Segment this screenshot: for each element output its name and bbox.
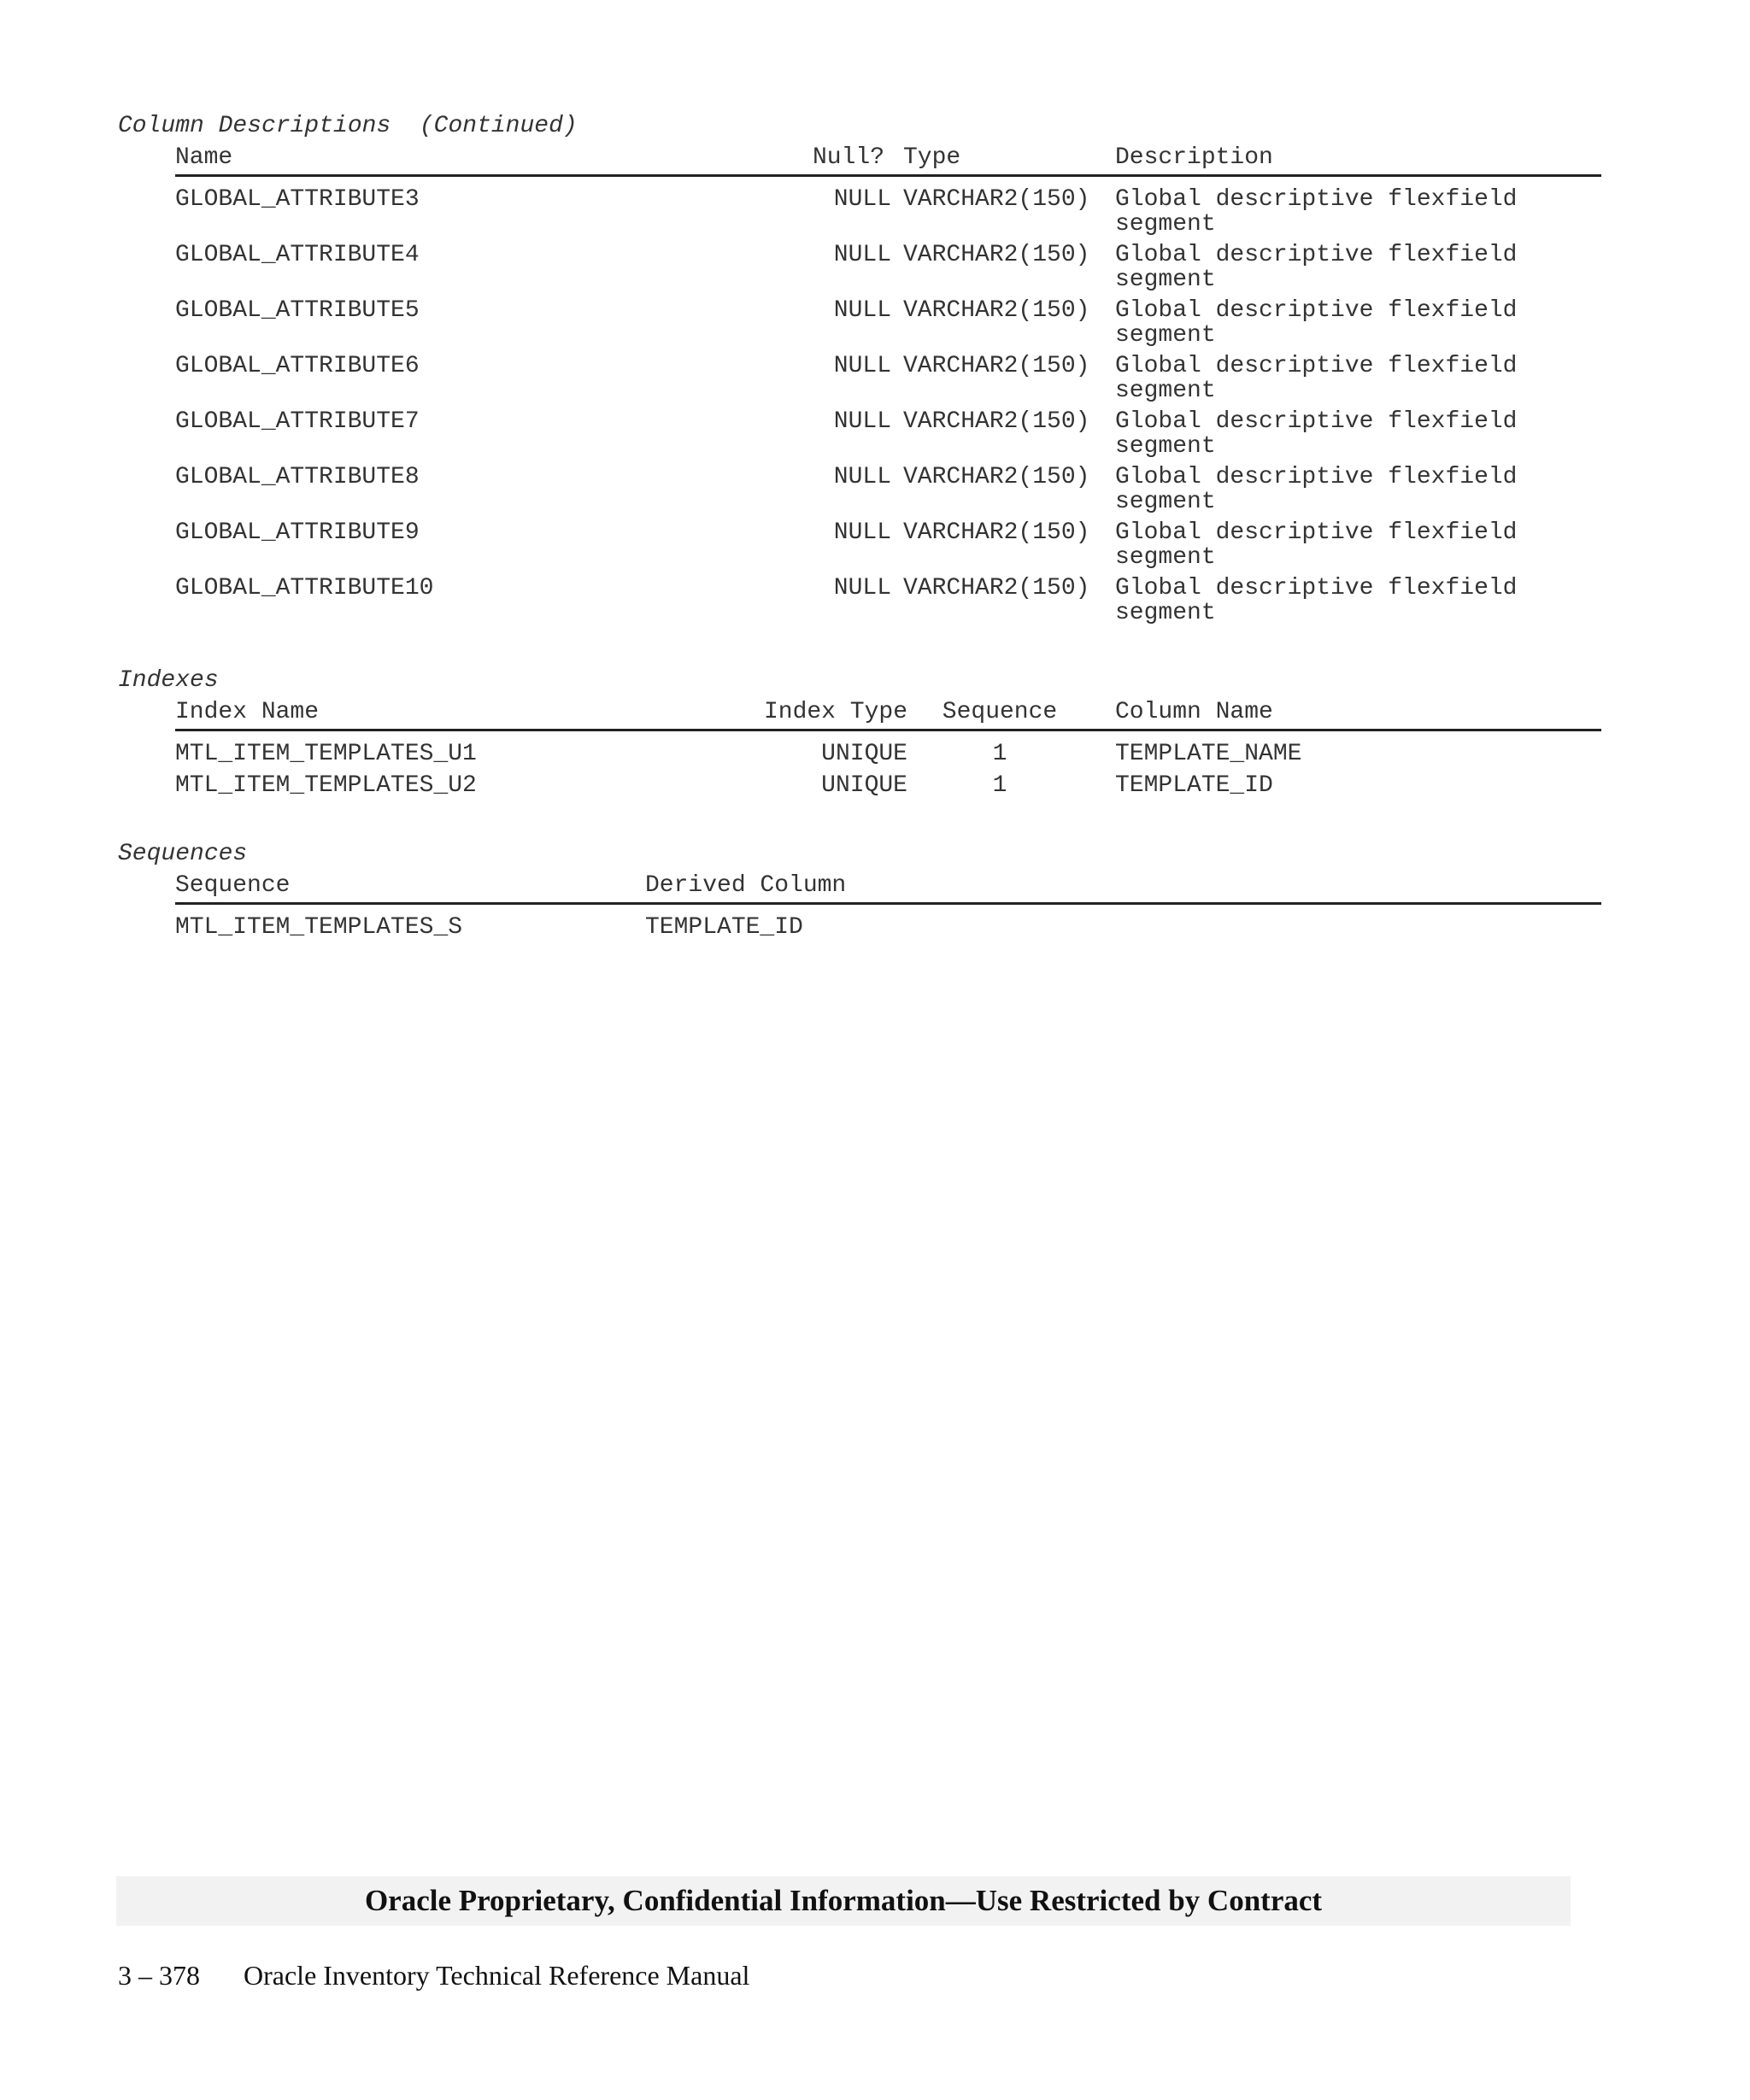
table-body	[175, 915, 1601, 947]
index-name: MTL_ITEM_TEMPLATES_U2	[175, 772, 477, 799]
column-name: GLOBAL_ATTRIBUTE5	[175, 297, 420, 324]
index-sequence: 1	[992, 741, 1007, 767]
column-name: GLOBAL_ATTRIBUTE10	[175, 575, 434, 601]
header-description: Description	[1115, 144, 1273, 171]
header-null: Null?	[812, 144, 884, 171]
table-row	[175, 409, 1601, 465]
index-type: UNIQUE	[821, 772, 907, 799]
column-null: NULL	[833, 408, 891, 435]
column-description: Global descriptive flexfield segment	[1115, 575, 1518, 626]
column-null: NULL	[833, 242, 891, 268]
column-type: VARCHAR2(150)	[903, 519, 1090, 546]
column-description: Global descriptive flexfield segment	[1115, 464, 1518, 515]
index-sequence: 1	[992, 772, 1007, 799]
header-index-type: Index Type	[763, 699, 907, 725]
column-type: VARCHAR2(150)	[903, 464, 1090, 490]
table-row	[175, 773, 1601, 805]
indexes-table	[175, 700, 1601, 805]
table-body	[175, 187, 1601, 631]
confidentiality-banner: Oracle Proprietary, Confidential Information––Use Restricted by Contract	[116, 1876, 1571, 1926]
table-body	[175, 742, 1601, 805]
table-header	[175, 700, 1601, 731]
manual-title: Oracle Inventory Technical Reference Manual	[244, 1960, 750, 1991]
column-type: VARCHAR2(150)	[903, 297, 1090, 324]
derived-column: TEMPLATE_ID	[645, 914, 803, 941]
column-type: VARCHAR2(150)	[903, 408, 1090, 435]
page-number: 3 – 378	[118, 1960, 200, 1991]
column-name: GLOBAL_ATTRIBUTE8	[175, 464, 420, 490]
column-null: NULL	[833, 186, 891, 213]
header-sequence: Sequence	[175, 872, 291, 899]
column-name: GLOBAL_ATTRIBUTE7	[175, 408, 420, 435]
table-row	[175, 298, 1601, 354]
column-name: GLOBAL_ATTRIBUTE4	[175, 242, 420, 268]
column-type: VARCHAR2(150)	[903, 242, 1090, 268]
sequences-title: Sequences	[118, 841, 248, 867]
column-description: Global descriptive flexfield segment	[1115, 519, 1518, 571]
header-column-name: Column Name	[1115, 699, 1273, 725]
header-derived-column: Derived Column	[645, 872, 847, 899]
table-header	[175, 873, 1601, 905]
column-null: NULL	[833, 519, 891, 546]
column-name: GLOBAL_ATTRIBUTE3	[175, 186, 420, 213]
table-row	[175, 915, 1601, 947]
indexes-title: Indexes	[118, 667, 219, 694]
column-name: GLOBAL_ATTRIBUTE9	[175, 519, 420, 546]
index-column-name: TEMPLATE_ID	[1115, 772, 1273, 799]
header-type: Type	[903, 144, 961, 171]
table-row	[175, 243, 1601, 298]
table-row	[175, 187, 1601, 243]
header-index-name: Index Name	[175, 699, 320, 725]
column-description: Global descriptive flexfield segment	[1115, 297, 1518, 349]
index-name: MTL_ITEM_TEMPLATES_U1	[175, 741, 477, 767]
column-description: Global descriptive flexfield segment	[1115, 186, 1518, 238]
header-name: Name	[175, 144, 233, 171]
index-column-name: TEMPLATE_NAME	[1115, 741, 1302, 767]
column-null: NULL	[833, 297, 891, 324]
table-header	[175, 145, 1601, 177]
column-type: VARCHAR2(150)	[903, 575, 1090, 601]
table-row	[175, 742, 1601, 773]
index-type: UNIQUE	[821, 741, 907, 767]
column-type: VARCHAR2(150)	[903, 186, 1090, 213]
column-null: NULL	[833, 464, 891, 490]
header-sequence: Sequence	[942, 699, 1058, 725]
column-null: NULL	[833, 575, 891, 601]
column-description: Global descriptive flexfield segment	[1115, 242, 1518, 293]
sequences-table	[175, 873, 1601, 947]
table-row	[175, 465, 1601, 520]
sequence-name: MTL_ITEM_TEMPLATES_S	[175, 914, 463, 941]
column-null: NULL	[833, 353, 891, 379]
table-row	[175, 520, 1601, 576]
column-description: Global descriptive flexfield segment	[1115, 353, 1518, 404]
table-row	[175, 354, 1601, 409]
column-descriptions-table	[175, 145, 1601, 631]
column-name: GLOBAL_ATTRIBUTE6	[175, 353, 420, 379]
table-row	[175, 576, 1601, 631]
column-type: VARCHAR2(150)	[903, 353, 1090, 379]
column-descriptions-title: Column Descriptions (Continued)	[118, 113, 578, 139]
column-description: Global descriptive flexfield segment	[1115, 408, 1518, 460]
